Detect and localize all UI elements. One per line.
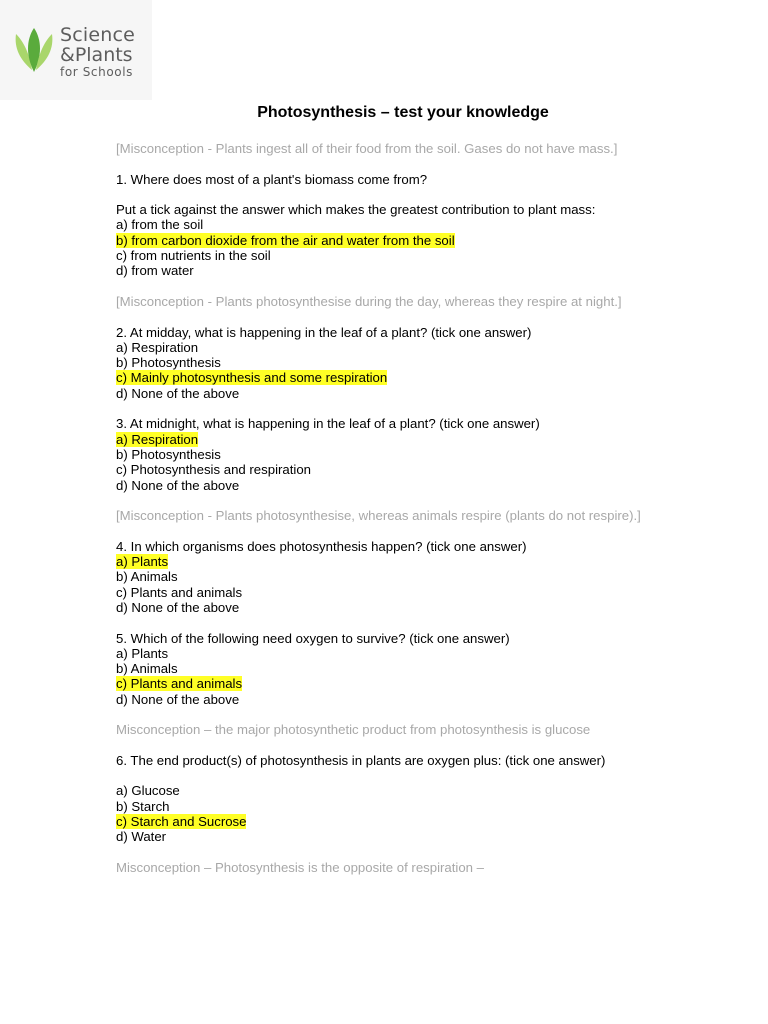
q4-answer-d (116, 600, 676, 615)
q6-answer-c (116, 814, 676, 829)
highlighted-answer: c) Plants and animals (116, 676, 243, 692)
logo-wordmark (60, 26, 135, 78)
answer-text: a) Respiration (116, 339, 199, 355)
answer-text: d) None of the above (116, 599, 240, 615)
misconception-note-5: Misconception – Photosynthesis is the opposite of respiration – (116, 859, 484, 875)
highlighted-answer: b) from carbon dioxide from the air and water from the soil (116, 232, 455, 248)
answer-text: b) Animals (116, 661, 178, 677)
q3-answer-d (116, 478, 676, 493)
leaf-logo-icon (12, 26, 56, 74)
question-4: 4. In which organisms does photosynthesis happen? (tick one answer) (116, 538, 527, 554)
answer-text: d) from water (116, 263, 194, 279)
answer-text: b) Photosynthesis (116, 446, 221, 462)
answer-text: d) None of the above (116, 385, 240, 401)
highlighted-answer: c) Mainly photosynthesis and some respiration (116, 370, 388, 386)
answer-text: b) Photosynthesis (116, 355, 221, 371)
q1-answer-b (116, 233, 676, 248)
q3-answer-b (116, 447, 676, 462)
q6-answer-d (116, 829, 676, 844)
q5-answer-a (116, 646, 676, 661)
question-6: 6. The end product(s) of photosynthesis in plants are oxygen plus: (tick one answer) (116, 752, 606, 768)
answer-text: c) Photosynthesis and respiration (116, 462, 311, 478)
highlighted-answer: c) Starch and Sucrose (116, 814, 247, 830)
question-1-instruction: Put a tick against the answer which makes the greatest contribution to plant mass: (116, 202, 596, 218)
q4-answer-c (116, 585, 676, 600)
logo-line-3: for Schools (60, 65, 134, 79)
answer-text: d) Water (116, 829, 167, 845)
q3-answer-c (116, 462, 676, 477)
highlighted-answer: a) Respiration (116, 431, 199, 447)
question-1: 1. Where does most of a plant's biomass come from? (116, 171, 428, 187)
q6-answer-a (116, 783, 676, 798)
q2-answer-c (116, 370, 676, 385)
q3-answer-a (116, 432, 676, 447)
q6-answer-b (116, 799, 676, 814)
document-body (116, 100, 676, 875)
q4-answer-a (116, 554, 676, 569)
question-5: 5. Which of the following need oxygen to survive? (tick one answer) (116, 630, 510, 646)
q2-answer-a (116, 340, 676, 355)
misconception-note-3: [Misconception - Plants photosynthesise, whereas animals respire (plants do not respire).] (116, 508, 641, 524)
q2-answer-b (116, 355, 676, 370)
answer-text: d) None of the above (116, 477, 240, 493)
q5-answer-b (116, 661, 676, 676)
question-2: 2. At midday, what is happening in the leaf of a plant? (tick one answer) (116, 324, 532, 340)
answer-text: a) from the soil (116, 217, 204, 233)
logo-line-1: Science (60, 24, 136, 46)
q1-answer-c (116, 248, 676, 263)
answer-text: b) Starch (116, 798, 170, 814)
answer-text: a) Plants (116, 645, 169, 661)
answer-text: c) Plants and animals (116, 584, 243, 600)
misconception-note-2: [Misconception - Plants photosynthesise during the day, whereas they respire at night.] (116, 293, 622, 309)
q1-answer-d (116, 263, 676, 278)
question-3: 3. At midnight, what is happening in the leaf of a plant? (tick one answer) (116, 416, 540, 432)
answer-text: d) None of the above (116, 691, 240, 707)
misconception-note-1: [Misconception - Plants ingest all of their food from the soil. Gases do not have mass.] (116, 141, 618, 156)
logo-line-2: &Plants (60, 44, 133, 66)
q4-answer-b (116, 569, 676, 584)
logo (0, 0, 152, 100)
q5-answer-c (116, 676, 676, 691)
page-title: Photosynthesis – test your knowledge (257, 104, 549, 121)
q5-answer-d (116, 692, 676, 707)
answer-text: c) from nutrients in the soil (116, 248, 271, 264)
q2-answer-d (116, 386, 676, 401)
answer-text: a) Glucose (116, 783, 180, 799)
q1-answer-a (116, 217, 676, 232)
answer-text: b) Animals (116, 569, 178, 585)
highlighted-answer: a) Plants (116, 554, 169, 570)
misconception-note-4: Misconception – the major photosynthetic product from photosynthesis is glucose (116, 722, 591, 738)
